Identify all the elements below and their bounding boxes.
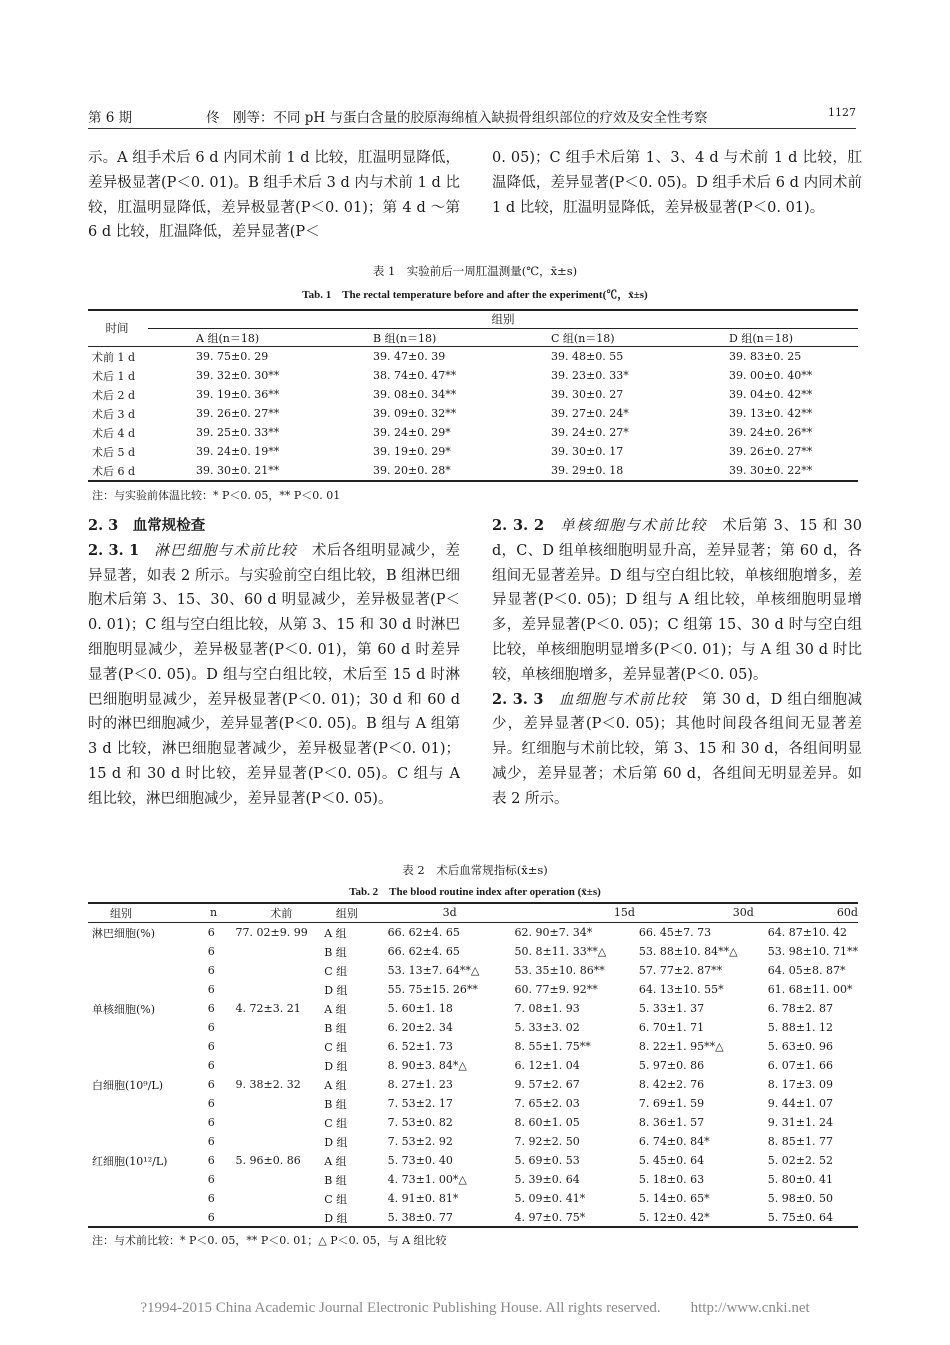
table1-cell-c: 39. 24±0. 27*: [551, 426, 629, 439]
issue-number: 第 6 期: [88, 110, 133, 126]
table2-cell-d60: 9. 44±1. 07: [767, 1097, 833, 1110]
table2-cell-grp: B 组: [324, 1097, 347, 1111]
table2-cell-cat: [92, 1189, 208, 1208]
table2-cell-d15: 50. 8±11. 33**△: [514, 945, 607, 958]
table1-cell-c: 39. 30±0. 27: [551, 388, 624, 401]
table2-cell-n: 6: [207, 1173, 215, 1186]
table1-cell-time: 术后 4 d: [92, 426, 136, 440]
table1-cell-time: 术后 2 d: [92, 388, 136, 402]
table1-caption-cn: 表 1 实验前后一周肛温测量(℃，x̄±s): [372, 264, 578, 278]
sec233-paragraph: [492, 688, 862, 812]
table2-cell-d3: 4. 73±1. 00*△: [387, 1173, 467, 1186]
table2-caption-en: Tab. 2 The blood routine index after operation (x̄±s): [349, 886, 601, 898]
table2-cell-d30: 8. 42±2. 76: [638, 1078, 705, 1091]
table2-cell-pre: [236, 1132, 325, 1151]
table1-group-header: 组别: [491, 312, 515, 326]
table2-cell-d30: 5. 33±1. 37: [638, 1002, 705, 1015]
sec233-number: 2. 3. 3: [492, 690, 544, 708]
table2-cell-d30: 5. 97±0. 86: [638, 1059, 705, 1072]
table2-row: [92, 1132, 858, 1151]
table2-header-15d: 15d: [613, 906, 635, 919]
table1-cell-b: 39. 47±0. 39: [373, 350, 446, 363]
table2-cell-grp: C 组: [324, 1040, 348, 1054]
table2-row: [92, 1170, 858, 1189]
table2-cell-d15: 5. 09±0. 41*: [514, 1192, 586, 1205]
table2-row: [92, 1075, 858, 1094]
table2-cell-grp: C 组: [324, 1116, 348, 1130]
table2-cell-grp: D 组: [324, 1135, 348, 1149]
table2-cell-d3: 5. 73±0. 40: [387, 1154, 453, 1167]
table2-cell-cat: [92, 942, 208, 961]
table2-cell-grp: A 组: [324, 1154, 347, 1168]
table1-row: [92, 366, 858, 385]
table2-cell-grp: D 组: [324, 1211, 348, 1225]
table2-cell-cat: 红细胞(10¹²/L): [92, 1154, 168, 1168]
table2-cell-cat: [92, 1208, 208, 1227]
table2-cell-grp: A 组: [324, 1078, 347, 1092]
table2-cell-pre: [236, 1208, 325, 1227]
table2-cell-pre: [236, 1094, 325, 1113]
table2-cell-d15: 8. 60±1. 05: [514, 1116, 580, 1129]
table2-cell-n: 6: [207, 1211, 215, 1224]
table2-cell-d15: 62. 90±7. 34*: [514, 926, 593, 939]
table2-cell-grp: A 组: [324, 926, 347, 940]
table2-cell-cat: [92, 1113, 208, 1132]
sec231-paragraph: [88, 539, 460, 812]
table2-cell-d60: 5. 02±2. 52: [767, 1154, 833, 1167]
sec232-number: 2. 3. 2: [492, 517, 545, 534]
table2-cell-d15: 7. 08±1. 93: [514, 1002, 580, 1015]
table2-cell-d30: 5. 45±0. 64: [638, 1154, 705, 1167]
table2-cell-d30: 5. 18±0. 63: [638, 1173, 705, 1186]
table1-cell-time: 术后 6 d: [92, 464, 136, 478]
table2-cell-d15: 6. 12±1. 04: [514, 1059, 580, 1072]
table2-cell-d30: 7. 69±1. 59: [638, 1097, 705, 1110]
table2-cell-d3: 6. 20±2. 34: [387, 1021, 453, 1034]
table1-cell-d: 39. 04±0. 42**: [729, 388, 813, 401]
table2-cell-grp: D 组: [324, 983, 348, 997]
table2-header-60d: 60d: [836, 906, 858, 919]
table2-note: 注：与术前比较：* P＜0. 05，** P＜0. 01；△ P＜0. 05，与 A 组比较: [92, 1234, 447, 1247]
table2-cell-d3: 5. 38±0. 77: [387, 1211, 453, 1224]
table1-caption-en: Tab. 1 The rectal temperature before and after the experiment(℃，x̄±s): [302, 289, 648, 301]
table1-row: [92, 442, 858, 461]
table1-cell-d: 39. 00±0. 40**: [729, 369, 813, 382]
table2-cell-d60: 5. 80±0. 41: [767, 1173, 833, 1186]
table2-cell-d15: 7. 92±2. 50: [514, 1135, 580, 1148]
table1-cell-d: 39. 26±0. 27**: [729, 445, 813, 458]
table2-cell-d30: 6. 74±0. 84*: [638, 1135, 710, 1148]
table2-cell-pre: [236, 961, 325, 980]
table1-cell-c: 39. 27±0. 24*: [551, 407, 629, 420]
table1-row: [92, 347, 858, 366]
table2-cell-d30: 8. 36±1. 57: [638, 1116, 705, 1129]
table2-cell-n: 6: [207, 983, 215, 996]
table1-cell-b: 38. 74±0. 47**: [373, 369, 457, 382]
table2-cell-d15: 7. 65±2. 03: [514, 1097, 580, 1110]
sec232-title: 单核细胞与术前比较: [560, 518, 707, 534]
table2-cell-cat: [92, 1056, 208, 1075]
table1-col-a: A 组(n＝18): [196, 332, 260, 345]
table2-cell-cat: [92, 1094, 208, 1113]
table1-cell-c: 39. 30±0. 17: [551, 445, 624, 458]
sec231-title: 淋巴细胞与术前比较: [154, 542, 298, 559]
table2-row: [92, 1113, 858, 1132]
table2-cell-pre: 4. 72±3. 21: [235, 1002, 301, 1015]
table1-cell-a: 39. 30±0. 21**: [196, 464, 280, 477]
table2-cell-n: 6: [207, 1135, 215, 1148]
table2-cell-cat: [92, 1018, 208, 1037]
table2-cell-d60: 8. 85±1. 77: [767, 1135, 833, 1148]
table1-cell-b: 39. 20±0. 28*: [373, 464, 451, 477]
table1-cell-b: 39. 19±0. 29*: [373, 445, 451, 458]
table2-caption-cn: 表 2 术后血常规指标(x̄±s): [402, 863, 548, 877]
table2-header: [92, 903, 858, 922]
table2-cell-d60: 64. 05±8. 87*: [767, 964, 846, 977]
table2-cell-grp: D 组: [324, 1059, 348, 1073]
table2-row: [92, 1018, 858, 1037]
running-title: 佟 刚等：不同 pH 与蛋白含量的胶原海绵植入缺损骨组织部位的疗效及安全性考察: [206, 110, 708, 126]
table2-cell-d30: 57. 77±2. 87**: [638, 964, 723, 977]
table2-row: [92, 923, 858, 942]
table2-cell-pre: [236, 1170, 325, 1189]
sec233-title: 血细胞与术前比较: [559, 691, 688, 708]
table1-cell-a: 39. 24±0. 19**: [196, 445, 280, 458]
table2-cell-d30: 53. 88±10. 84**△: [638, 945, 738, 958]
table2-cell-pre: [236, 1037, 325, 1056]
table2-cell-pre: [236, 1018, 325, 1037]
table1-col-d: D 组(n＝18): [729, 332, 793, 345]
table2-cell-d3: 7. 53±2. 92: [387, 1135, 453, 1148]
sec231-text: 术后各组明显减少，差异显著，如表 2 所示。与实验前空白组比较，B 组淋巴细胞术后第 3、15、30、60 d 明显减少，差异极显著(P＜0. 01)；C 组与空白组比较，从第 3、15 和 30 d 时淋巴细胞明显减少，差异极显著(P＜0. 01)，第 60 d 时差异显著(P＜0. 05)。D 组与空白组比较，术后至 15 d 时淋巴细胞明显减少，差异极显著(P＜0. 01)；30 d 和 60 d 时的淋巴细胞减少，差异显著(P＜0. 05)。B 组与 A 组第 3 d 比较，淋巴细胞显著减少，差异极显著(P＜0. 01)；15 d 和 30 d 时比较，差异显著(P＜0. 05)。C 组与 A 组比较，淋巴细胞减少，差异显著(P＜0. 05)。: [88, 542, 461, 807]
table2-cell-pre: [236, 980, 325, 999]
table2-cell-d3: 55. 75±15. 26**: [387, 983, 478, 996]
table2-cell-d30: 8. 22±1. 95**△: [638, 1040, 724, 1053]
table2-row: [92, 961, 858, 980]
table1-cell-b: 39. 24±0. 29*: [373, 426, 451, 439]
table2-row: [92, 1094, 858, 1113]
table2-header-n: n: [210, 906, 218, 919]
table2-cell-cat: [92, 1037, 208, 1056]
table2-cell-n: 6: [207, 1192, 215, 1205]
table2-cell-grp: B 组: [324, 945, 347, 959]
table2-cell-n: 6: [207, 1116, 215, 1129]
table2-header-pre: 术前: [270, 906, 293, 920]
table1-cell-a: 39. 26±0. 27**: [196, 407, 280, 420]
table2-cell-d60: 5. 98±0. 50: [767, 1192, 833, 1205]
table2-cell-n: 6: [207, 1097, 215, 1110]
table2-cell-pre: [236, 1113, 325, 1132]
table1-row: [92, 385, 858, 404]
table2-cell-d60: 9. 31±1. 24: [767, 1116, 833, 1129]
table2-cell-grp: C 组: [324, 964, 348, 978]
table1-cell-a: 39. 25±0. 33**: [196, 426, 280, 439]
table1-cell-time: 术前 1 d: [92, 350, 136, 364]
table1-row: [92, 461, 858, 480]
table2-cell-cat: [92, 1132, 208, 1151]
table2-cell-d15: 4. 97±0. 75*: [514, 1211, 586, 1224]
table2-cell-d15: 5. 39±0. 64: [514, 1173, 580, 1186]
table2-cell-d30: 5. 14±0. 65*: [638, 1192, 710, 1205]
table1-cell-a: 39. 32±0. 30**: [196, 369, 280, 382]
table2-cell-d30: 5. 12±0. 42*: [638, 1211, 710, 1224]
table1-col-c: C 组(n＝18): [551, 332, 615, 345]
table2-cell-d15: 53. 35±10. 86**: [514, 964, 605, 977]
table2-cell-d15: 9. 57±2. 67: [514, 1078, 580, 1091]
table2-cell-d3: 7. 53±0. 82: [387, 1116, 453, 1129]
sec231-number: 2. 3. 1: [88, 541, 140, 559]
table2-cell-d15: 60. 77±9. 92**: [514, 983, 598, 996]
table2-row: [92, 999, 858, 1018]
table2-cell-pre: [236, 1056, 325, 1075]
table2-cell-n: 6: [207, 1059, 215, 1072]
table2-row: [92, 1189, 858, 1208]
table2-cell-d15: 5. 33±3. 02: [514, 1021, 580, 1034]
table2-cell-d60: 64. 87±10. 42: [767, 926, 847, 939]
table1-cell-c: 39. 23±0. 33*: [551, 369, 629, 382]
sec232-paragraph: [492, 514, 862, 688]
table2-header-3d: 3d: [442, 906, 457, 919]
table1-cell-d: 39. 24±0. 26**: [729, 426, 813, 439]
table2-cell-n: 6: [207, 964, 215, 977]
table1-cell-time: 术后 5 d: [92, 445, 136, 459]
table1-note: 注：与实验前体温比较：* P＜0. 05，** P＜0. 01: [92, 489, 341, 502]
table2-cell-n: 6: [207, 1154, 215, 1167]
table2-cell-n: 6: [207, 1002, 215, 1015]
table1-time-header: 时间: [105, 321, 129, 335]
table2-row: [92, 980, 858, 999]
table2-cell-d60: 5. 63±0. 96: [767, 1040, 833, 1053]
sec233-text: 第 30 d，D 组白细胞减少，差异显著(P＜0. 05)；其他时间段各组间无显著差异。红细胞与术前比较，第 3、15 和 30 d，各组间明显减少，差异显著；术后第 60 d，各组间无明显差异。如表 2 所示。: [492, 691, 863, 807]
table2-cell-d3: 53. 13±7. 64**△: [387, 964, 480, 977]
table2-cell-d15: 8. 55±1. 75**: [514, 1040, 591, 1053]
table2-cell-grp: A 组: [324, 1002, 347, 1016]
top-right-paragraph: 0. 05)；C 组手术后第 1、3、4 d 与术前 1 d 比较，肛温降低，差异显著(P＜0. 05)。D 组手术后 6 d 内同术前 1 d 比较，肛温明显降低，差异极显著(P＜0. 01)。: [492, 150, 862, 216]
table2-cell-d30: 64. 13±10. 55*: [638, 983, 724, 996]
table1-row: [92, 423, 858, 442]
table1-cell-d: 39. 13±0. 42**: [729, 407, 813, 420]
table2-cell-pre: 77. 02±9. 99: [235, 926, 308, 939]
table1-cell-c: 39. 29±0. 18: [551, 464, 624, 477]
table1-body: [92, 347, 858, 480]
table2-cell-d3: 8. 90±3. 84*△: [387, 1059, 467, 1072]
table2-cell-d3: 8. 27±1. 23: [387, 1078, 453, 1091]
table2-cell-cat: [92, 980, 208, 999]
table2-cell-cat: [92, 1170, 208, 1189]
top-left-paragraph: 示。A 组手术后 6 d 内同术前 1 d 比较，肛温明显降低，差异极显著(P＜0. 01)。B 组手术后 3 d 内与术前 1 d 比较，肛温明显降低，差异极显著(P＜0. 01)；第 4 d ～第 6 d 比较，肛温降低，差异显著(P＜: [88, 150, 460, 241]
table1-col-b: B 组(n＝18): [373, 332, 437, 345]
top-left-column: [88, 146, 460, 245]
sec23-right-column: [492, 514, 862, 812]
table2-row: [92, 1056, 858, 1075]
table2-cell-cat: 单核细胞(%): [92, 1002, 156, 1016]
table2-cell-n: 6: [207, 926, 215, 939]
table2-cell-d3: 7. 53±2. 17: [387, 1097, 453, 1110]
table2-cell-grp: B 组: [324, 1173, 347, 1187]
table2-body: [92, 923, 858, 1227]
running-header: [88, 106, 856, 129]
table1-cell-time: 术后 1 d: [92, 369, 136, 383]
table2-cell-cat: 淋巴细胞(%): [92, 926, 156, 940]
table2-header-group: 组别: [335, 906, 358, 920]
table2-cell-d60: 8. 17±3. 09: [767, 1078, 833, 1091]
copyright-footer: ?1994-2015 China Academic Journal Electronic Publishing House. All rights reserved. http://www.cnki.net: [140, 1300, 810, 1316]
top-right-column: [492, 146, 862, 220]
table2-cell-d3: 6. 52±1. 73: [387, 1040, 453, 1053]
table2-cell-n: 6: [207, 1021, 215, 1034]
table1-bottom-rule: [88, 480, 858, 482]
sec23-left-column: [88, 514, 460, 812]
page-number: 1127: [828, 106, 856, 119]
table2-cell-pre: 5. 96±0. 86: [235, 1154, 301, 1167]
sec23-heading: 2. 3 血常规检查: [88, 517, 206, 534]
table1-cell-d: 39. 83±0. 25: [729, 350, 802, 363]
table2-cell-pre: 9. 38±2. 32: [235, 1078, 301, 1091]
table2-cell-d3: 66. 62±4. 65: [387, 945, 460, 958]
table2-header-30d: 30d: [732, 906, 754, 919]
table1-cell-a: 39. 19±0. 36**: [196, 388, 280, 401]
table2-cell-pre: [236, 942, 325, 961]
table2-cell-d60: 61. 68±11. 00*: [767, 983, 853, 996]
table2-cell-cat: [92, 961, 208, 980]
table1-cell-b: 39. 09±0. 32**: [373, 407, 457, 420]
table2-cell-grp: C 组: [324, 1192, 348, 1206]
table1-cell-d: 39. 30±0. 22**: [729, 464, 813, 477]
table2-cell-n: 6: [207, 1078, 215, 1091]
table2-row: [92, 1208, 858, 1227]
table2-header-category: 组别: [110, 906, 132, 920]
table2-cell-d60: 6. 78±2. 87: [767, 1002, 833, 1015]
table1-cell-a: 39. 75±0. 29: [196, 350, 269, 363]
table2-row: [92, 942, 858, 961]
table2-cell-d30: 6. 70±1. 71: [638, 1021, 705, 1034]
table2-row: [92, 1151, 858, 1170]
table2-cell-cat: 白细胞(10⁹/L): [92, 1078, 164, 1092]
sec232-text: 术后第 3、15 和 30 d，C、D 组单核细胞明显升高，差异显著；第 60 d，各组间无显著差异。D 组与空白组比较，单核细胞增多，差异显著(P＜0. 05)；D 组与 A 组比较，单核细胞明显增多，差异显著(P＜0. 05)；C 组第 15、30 d 时与空白组比较，单核细胞明显增多(P＜0. 01)；与 A 组 30 d 时比较，单核细胞增多，差异显著(P＜0. 05)。: [492, 518, 862, 683]
table2-cell-d60: 53. 98±10. 71**: [767, 945, 858, 958]
table2-cell-d15: 5. 69±0. 53: [514, 1154, 580, 1167]
table1-cell-time: 术后 3 d: [92, 407, 136, 421]
table2-row: [92, 1037, 858, 1056]
table2-cell-d60: 6. 07±1. 66: [767, 1059, 833, 1072]
table2-cell-pre: [236, 1189, 325, 1208]
table1-cell-c: 39. 48±0. 55: [551, 350, 624, 363]
table2-cell-grp: B 组: [324, 1021, 347, 1035]
table2-cell-d30: 66. 45±7. 73: [638, 926, 712, 939]
table2-cell-d3: 66. 62±4. 65: [387, 926, 460, 939]
table2-cell-d60: 5. 75±0. 64: [767, 1211, 833, 1224]
table2-cell-d3: 4. 91±0. 81*: [387, 1192, 459, 1205]
table2-cell-d3: 5. 60±1. 18: [387, 1002, 453, 1015]
table2-cell-n: 6: [207, 945, 215, 958]
table2-cell-n: 6: [207, 1040, 215, 1053]
table1-cell-b: 39. 08±0. 34**: [373, 388, 457, 401]
table1-group-rule: [148, 328, 858, 329]
table2-cell-d60: 5. 88±1. 12: [767, 1021, 833, 1034]
table1-row: [92, 404, 858, 423]
